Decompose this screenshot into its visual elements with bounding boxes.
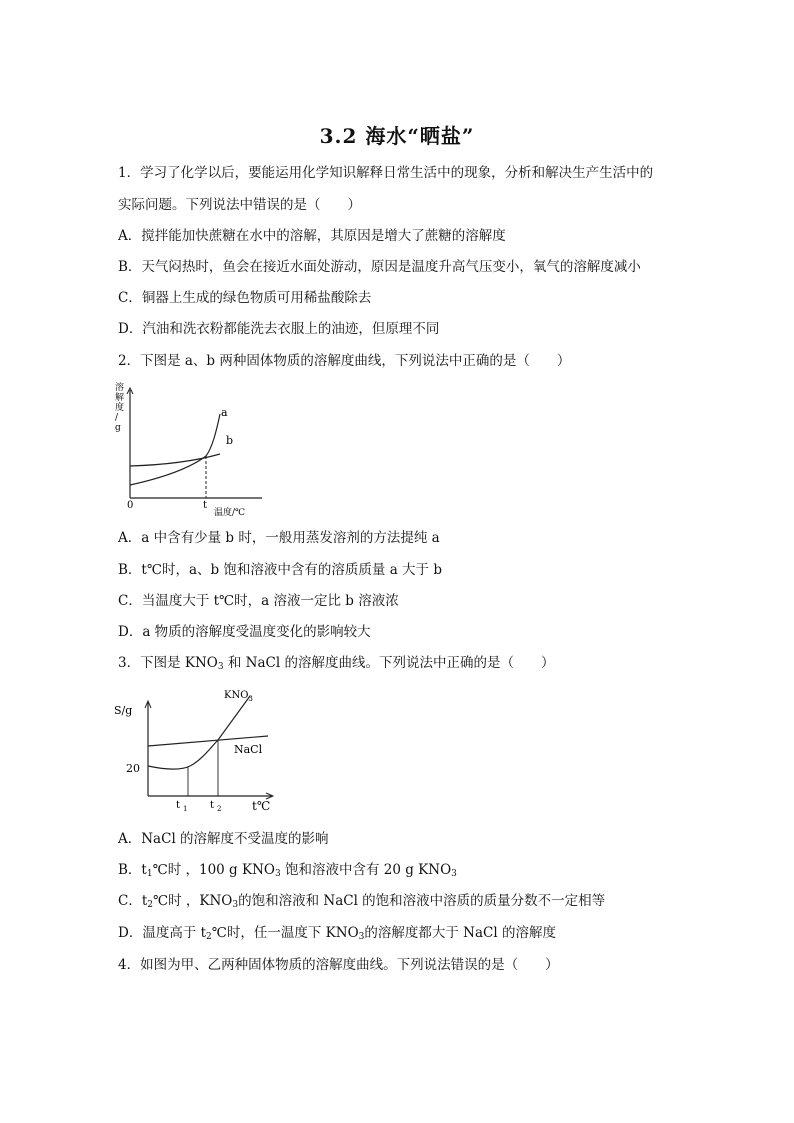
q3-kno3-label	[224, 690, 253, 703]
q2-tick-t: t	[203, 500, 208, 511]
q3-optb-s2: 3	[274, 869, 281, 879]
q2-label-b: b	[226, 434, 234, 447]
q3-optd-p2: ℃时，任一温度下 KNO	[211, 925, 359, 941]
q3-option-a: A．NaCl 的溶解度不受温度的影响	[118, 831, 329, 847]
q3-tick-t2	[210, 800, 222, 813]
q2-option-b: B．t℃时，a、b 饱和溶液中含有的溶质质量 a 大于 b	[118, 562, 442, 578]
q2-y-label: 溶 解 度 / g	[115, 383, 125, 433]
q3-y-tick-20: 20	[126, 762, 140, 775]
q3-optd-p1: D．温度高于 t	[118, 925, 207, 941]
q3-optc-s1: 2	[147, 900, 153, 910]
q2-x-label: 温度/℃	[214, 508, 246, 518]
q3-optb-s1: 1	[146, 869, 153, 879]
q1-option-a: A．搅拌能加快蔗糖在水中的溶解，其原因是增大了蔗糖的溶解度	[118, 228, 506, 244]
q3-optd-p3: 的溶解度都大于 NaCl 的溶解度	[364, 925, 556, 941]
q4-stem: 4．如图为甲、乙两种固体物质的溶解度曲线。下列说法错误的是（ ）	[118, 957, 559, 973]
q3-optb-p3: 饱和溶液中含有 20 g KNO	[280, 862, 452, 878]
q3-optd-s1: 2	[206, 932, 212, 942]
q3-x-label: t℃	[252, 799, 271, 813]
q3-tick-t2-main: t	[210, 800, 215, 811]
q3-optc-p2: ℃时 ，KNO	[153, 893, 233, 909]
q1-stem-line-1: 1．学习了化学以后，要能运用化学知识解释日常生活中的现象，分析和解决生产生活中的	[118, 165, 654, 181]
q1-option-d: D．汽油和洗衣粉都能洗去衣服上的油迹，但原理不同	[118, 321, 440, 337]
q2-curve-a	[130, 414, 220, 485]
q2-solubility-chart	[112, 378, 282, 518]
q1-stem-line-2: 实际问题。下列说法中错误的是（ ）	[118, 197, 361, 213]
q3-tick-t1-sub: 1	[183, 805, 188, 813]
q3-optc-s2: 3	[232, 900, 239, 910]
q1-option-b: B．天气闷热时，鱼会在接近水面处游动，原因是温度升高气压变小，氧气的溶解度减小	[118, 259, 641, 275]
q3-tick-t1-main: t	[176, 800, 181, 811]
q2-label-a: a	[221, 406, 228, 419]
q3-kno3-label-sub: 3	[248, 695, 253, 703]
q3-optd-s2: 3	[358, 932, 365, 942]
q3-stem-pre: 3．下图是 KNO	[118, 655, 218, 671]
q3-optc-p3: 的饱和溶液和 NaCl 的饱和溶液中溶质的质量分数不一定相等	[238, 893, 606, 909]
q3-optb-p2: ℃时 ，100 g KNO	[152, 862, 275, 878]
q3-stem-sub: 3	[217, 662, 224, 672]
q3-tick-t1	[176, 800, 188, 813]
q2-option-d: D．a 物质的溶解度受温度变化的影响较大	[118, 624, 371, 640]
q3-stem-post: 和 NaCl 的溶解度曲线。下列说法中正确的是（ ）	[223, 655, 555, 671]
q3-kno3-label-main: KNO	[224, 690, 249, 701]
q3-stem	[118, 654, 554, 672]
page-title: 3.2 海水“晒盐”	[319, 124, 475, 148]
q3-solubility-chart	[112, 684, 287, 819]
q3-option-b	[118, 861, 457, 879]
q3-option-d	[118, 924, 556, 942]
q3-optb-p1: B．t	[118, 862, 147, 878]
q2-stem: 2．下图是 a、b 两种固体物质的溶解度曲线，下列说法中正确的是（ ）	[118, 353, 571, 369]
q2-option-a: A．a 中含有少量 b 时，一般用蒸发溶剂的方法提纯 a	[118, 530, 440, 546]
q3-optb-s3: 3	[451, 869, 457, 879]
q3-optc-p1: C．t	[118, 893, 148, 909]
q3-y-label: S/g	[114, 704, 133, 717]
q2-option-c: C．当温度大于 t℃时，a 溶液一定比 b 溶液浓	[118, 593, 399, 609]
q3-tick-t2-sub: 2	[217, 805, 222, 813]
q2-origin-label: 0	[127, 500, 134, 511]
q3-option-c	[118, 892, 605, 910]
q1-option-c: C．铜器上生成的绿色物质可用稀盐酸除去	[118, 290, 372, 306]
q3-nacl-label: NaCl	[234, 743, 263, 756]
